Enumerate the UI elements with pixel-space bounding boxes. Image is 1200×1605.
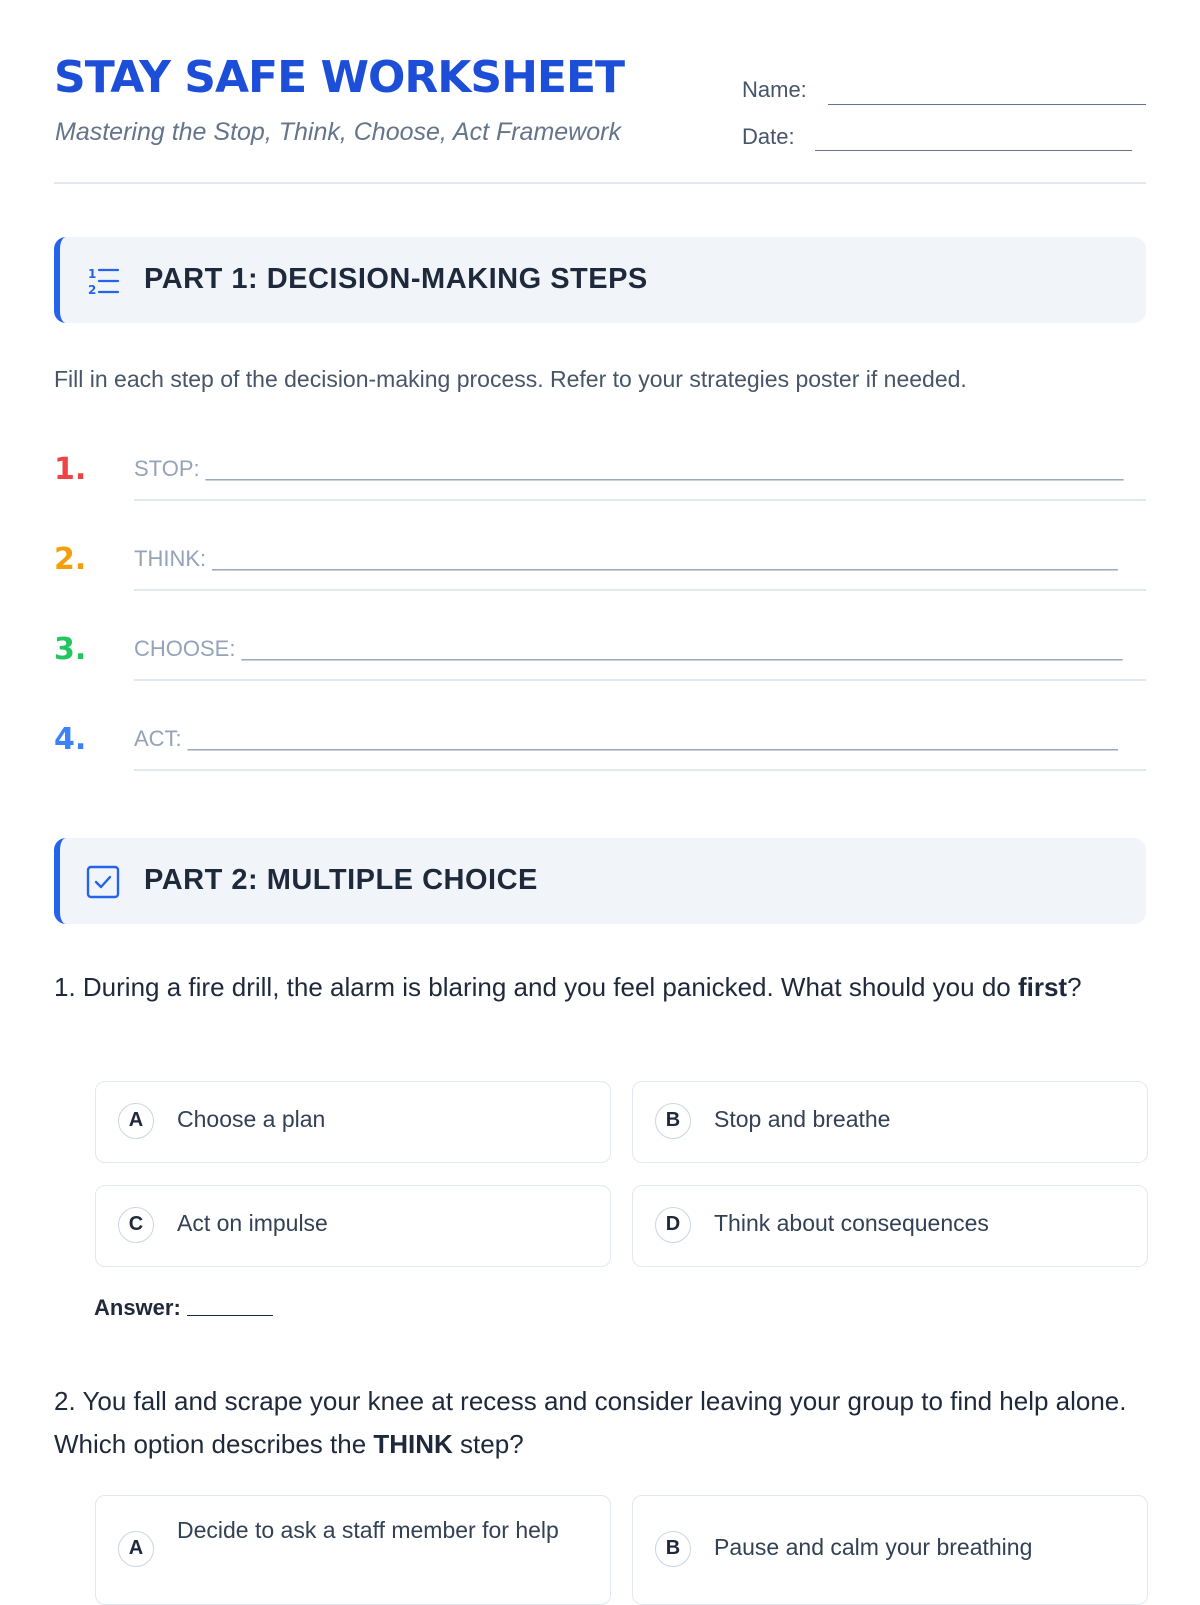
svg-text:1: 1 xyxy=(88,267,97,281)
option-letter: C xyxy=(118,1207,154,1243)
step-act-field[interactable]: ACT: ____________________________________________________________________________ xyxy=(134,726,1118,751)
svg-text:2: 2 xyxy=(88,283,97,297)
name-field[interactable] xyxy=(828,104,1146,105)
date-field[interactable] xyxy=(815,150,1132,151)
step-think-field[interactable]: THINK: __________________________________________________________________________ xyxy=(134,546,1118,571)
question-2 xyxy=(54,1380,1146,1466)
option-text: Choose a plan xyxy=(177,1106,326,1132)
step-divider xyxy=(134,769,1146,771)
step-number: 4. xyxy=(54,722,87,757)
option-text: Decide to ask a staff member for help xyxy=(177,1517,559,1543)
question-1 xyxy=(54,966,1146,1009)
step-stop-field[interactable]: STOP: ___________________________________________________________________________ xyxy=(134,456,1124,481)
option-text: Stop and breathe xyxy=(714,1106,891,1132)
question-emphasis: first xyxy=(1017,972,1068,1002)
option-text: Act on impulse xyxy=(177,1210,328,1236)
step-number: 3. xyxy=(54,632,87,667)
step-divider xyxy=(134,679,1146,681)
option-text: Think about consequences xyxy=(714,1210,989,1236)
option-letter: B xyxy=(655,1531,691,1567)
q1-option-c[interactable] xyxy=(95,1185,611,1267)
step-choose-field[interactable]: CHOOSE: ________________________________________________________________________ xyxy=(134,636,1123,661)
q1-option-b[interactable] xyxy=(632,1081,1148,1163)
question-text: 1. During a fire drill, the alarm is blaring and you feel panicked. What should you do xyxy=(54,972,1018,1002)
option-text: Pause and calm your breathing xyxy=(714,1534,1033,1560)
q1-option-d[interactable] xyxy=(632,1185,1148,1267)
name-label: Name: xyxy=(742,77,807,102)
part1-header xyxy=(54,237,1146,323)
date-label: Date: xyxy=(742,124,795,149)
part2-title: PART 2: MULTIPLE CHOICE xyxy=(144,864,538,896)
question-text: 2. You fall and scrape your knee at recess and consider leaving your group to find help alone. Which option describes the xyxy=(54,1386,1127,1459)
part1-title: PART 1: DECISION-MAKING STEPS xyxy=(144,263,648,295)
question-text: step? xyxy=(452,1429,524,1459)
header-divider xyxy=(54,182,1146,184)
option-letter: A xyxy=(118,1103,154,1139)
step-number: 1. xyxy=(54,452,87,487)
worksheet-subtitle: Mastering the Stop, Think, Choose, Act Framework xyxy=(55,118,621,146)
q2-option-b[interactable] xyxy=(632,1495,1148,1605)
q2-option-a[interactable] xyxy=(95,1495,611,1605)
answer-label: Answer: xyxy=(94,1295,181,1320)
checkbox-icon xyxy=(86,865,120,899)
option-letter: D xyxy=(655,1207,691,1243)
step-number: 2. xyxy=(54,542,87,577)
numbered-list-icon xyxy=(86,264,120,298)
part2-header xyxy=(54,838,1146,924)
option-letter: B xyxy=(655,1103,691,1139)
question-text: ? xyxy=(1067,972,1082,1002)
step-divider xyxy=(134,589,1146,591)
worksheet-title: STAY SAFE WORKSHEET xyxy=(54,52,625,103)
step-divider xyxy=(134,499,1146,501)
part1-instructions: Fill in each step of the decision-making process. Refer to your strategies poster if needed. xyxy=(54,366,967,392)
q1-option-a[interactable] xyxy=(95,1081,611,1163)
answer-field[interactable] xyxy=(187,1315,273,1316)
option-letter: A xyxy=(118,1531,154,1567)
question-emphasis: THINK xyxy=(373,1429,453,1459)
q1-answer xyxy=(94,1295,273,1321)
